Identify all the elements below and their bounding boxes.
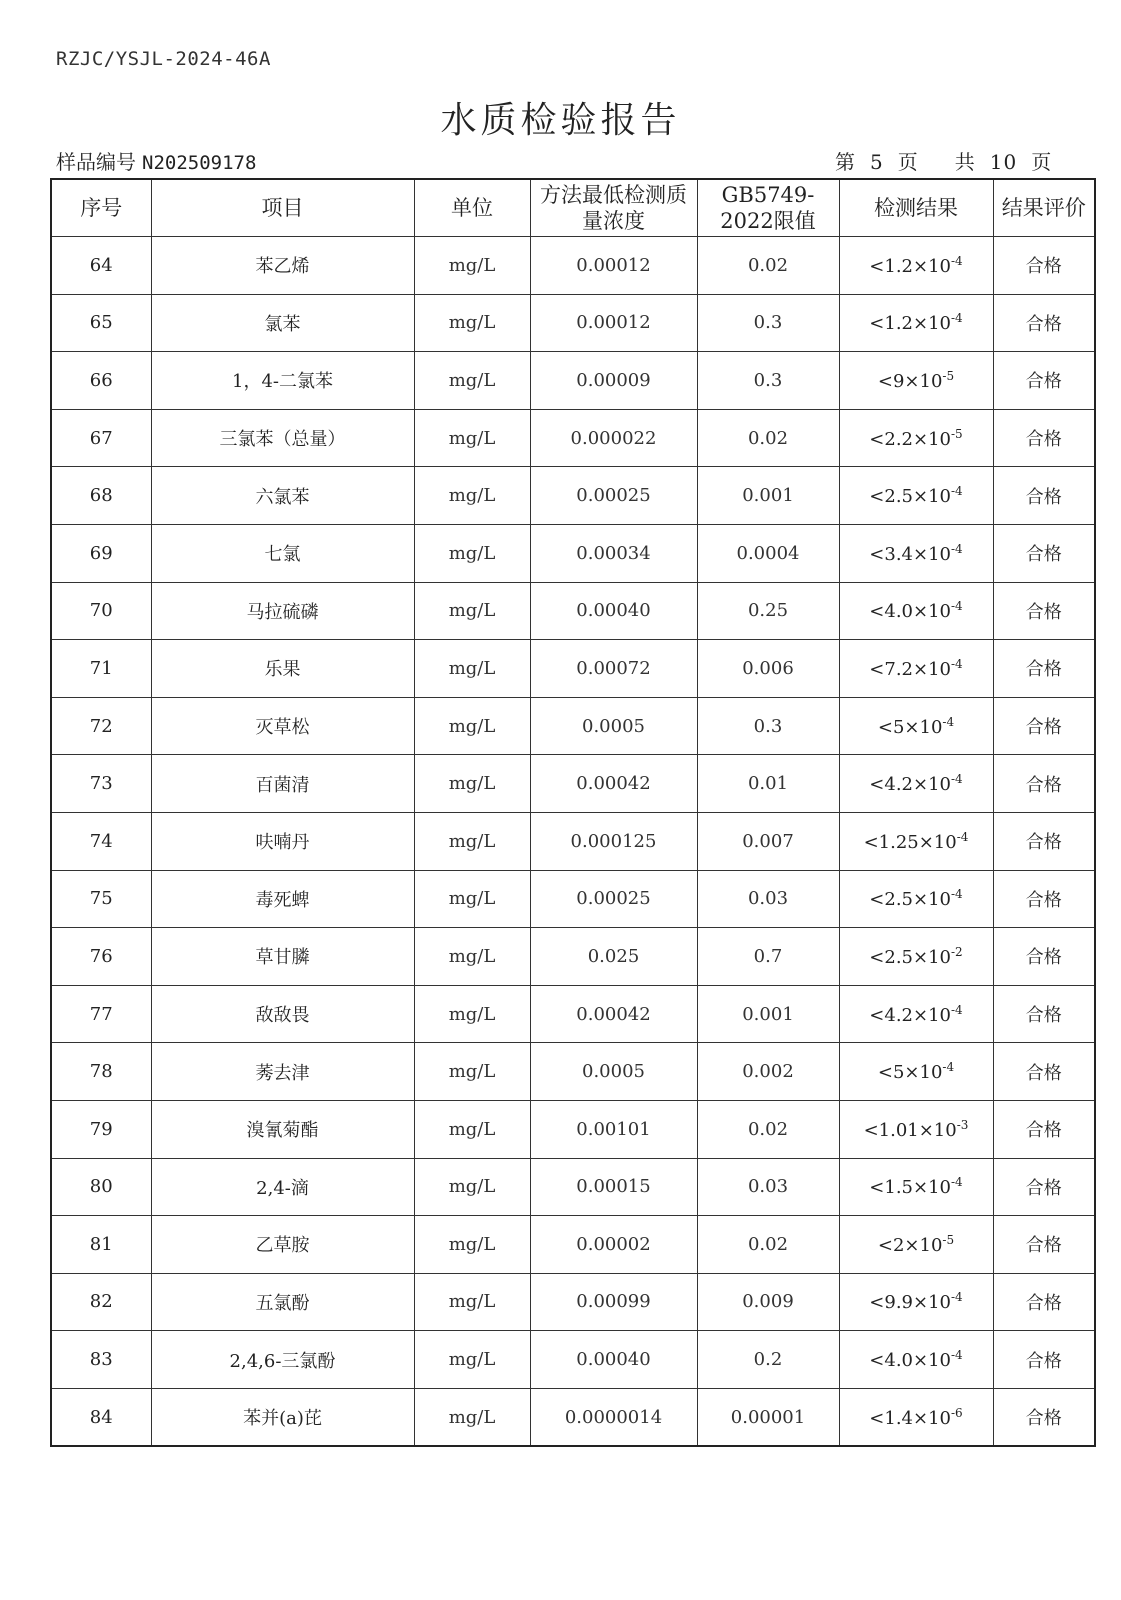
unit-cell: mg/L [414,640,530,698]
item-name: 乙草胺 [151,1216,414,1274]
table-row [51,870,1095,928]
detection-limit-cell: 0.00099 [530,1273,697,1331]
detection-limit-cell: 0.025 [530,928,697,986]
standard-limit-cell: 0.001 [697,985,839,1043]
unit-cell: mg/L [414,1158,530,1216]
result-base: <2.5×10 [869,889,951,911]
unit-cell: mg/L [414,582,530,640]
standard-limit-cell: 0.00001 [697,1388,839,1446]
table-row [51,985,1095,1043]
unit-cell: mg/L [414,697,530,755]
table-row [51,755,1095,813]
result-exponent: -4 [942,714,955,729]
test-result-cell [839,524,993,582]
unit-cell: mg/L [414,1273,530,1331]
column-header: 结果评价 [993,179,1095,237]
evaluation-cell: 合格 [993,640,1095,698]
detection-limit-cell: 0.00009 [530,352,697,410]
evaluation-cell: 合格 [993,237,1095,295]
column-header: 方法最低检测质量浓度 [530,179,697,237]
row-number: 65 [51,294,151,352]
result-exponent: -4 [951,541,963,556]
test-result-cell [839,640,993,698]
table-row [51,1043,1095,1101]
standard-limit-cell: 0.001 [697,467,839,525]
test-result-cell [839,1100,993,1158]
unit-cell: mg/L [414,985,530,1043]
table-row [51,294,1095,352]
row-number: 68 [51,467,151,525]
page-total: 10 [989,150,1018,174]
standard-limit-cell: 0.02 [697,409,839,467]
detection-limit-cell: 0.0000014 [530,1388,697,1446]
unit-cell: mg/L [414,352,530,410]
evaluation-cell: 合格 [993,467,1095,525]
item-name: 氯苯 [151,294,414,352]
result-base: <1.5×10 [869,1177,951,1199]
test-result-cell [839,294,993,352]
evaluation-cell: 合格 [993,1388,1095,1446]
sample-number-value: N202509178 [142,152,257,174]
table-row [51,1100,1095,1158]
table-body [51,237,1095,1447]
item-name: 五氯酚 [151,1273,414,1331]
result-base: <1.2×10 [869,255,951,277]
result-exponent: -4 [951,1002,963,1017]
detection-limit-cell: 0.0005 [530,697,697,755]
result-base: <2.2×10 [869,428,951,450]
table-row [51,640,1095,698]
column-header: 单位 [414,179,530,237]
table-row [51,467,1095,525]
unit-cell: mg/L [414,409,530,467]
row-number: 72 [51,697,151,755]
item-name: 百菌清 [151,755,414,813]
row-number: 69 [51,524,151,582]
row-number: 77 [51,985,151,1043]
standard-limit-cell: 0.01 [697,755,839,813]
table-row [51,409,1095,467]
evaluation-cell: 合格 [993,582,1095,640]
evaluation-cell: 合格 [993,1158,1095,1216]
result-exponent: -5 [951,426,963,441]
standard-limit-cell: 0.006 [697,640,839,698]
unit-cell: mg/L [414,1100,530,1158]
evaluation-cell: 合格 [993,1273,1095,1331]
result-exponent: -4 [951,253,963,268]
table-row [51,1158,1095,1216]
table-header-row [51,179,1095,237]
row-number: 83 [51,1331,151,1389]
item-name: 呋喃丹 [151,812,414,870]
item-name: 溴氰菊酯 [151,1100,414,1158]
detection-limit-cell: 0.0005 [530,1043,697,1101]
unit-cell: mg/L [414,755,530,813]
table-row [51,582,1095,640]
item-name: 苯乙烯 [151,237,414,295]
test-result-cell [839,1273,993,1331]
row-number: 71 [51,640,151,698]
test-result-cell [839,467,993,525]
row-number: 67 [51,409,151,467]
table-row [51,352,1095,410]
test-result-cell [839,1216,993,1274]
detection-limit-cell: 0.00042 [530,985,697,1043]
unit-cell: mg/L [414,1216,530,1274]
row-number: 70 [51,582,151,640]
sample-number-label: 样品编号 [56,150,136,174]
result-base: <1.01×10 [863,1119,957,1141]
standard-limit-cell: 0.03 [697,870,839,928]
detection-limit-cell: 0.00025 [530,870,697,928]
item-name: 草甘膦 [151,928,414,986]
item-name: 灭草松 [151,697,414,755]
table-row [51,1216,1095,1274]
unit-cell: mg/L [414,1388,530,1446]
result-exponent: -2 [951,944,963,959]
result-base: <3.4×10 [869,543,951,565]
column-header: 检测结果 [839,179,993,237]
unit-cell: mg/L [414,294,530,352]
result-exponent: -4 [951,772,963,787]
result-exponent: -4 [951,656,963,671]
row-number: 80 [51,1158,151,1216]
row-number: 74 [51,812,151,870]
evaluation-cell: 合格 [993,870,1095,928]
detection-limit-cell: 0.00002 [530,1216,697,1274]
standard-limit-cell: 0.7 [697,928,839,986]
item-name: 莠去津 [151,1043,414,1101]
result-base: <1.25×10 [863,831,957,853]
standard-limit-cell: 0.0004 [697,524,839,582]
test-result-cell [839,697,993,755]
result-exponent: -4 [956,829,969,844]
result-exponent: -4 [942,1060,955,1075]
test-result-cell [839,1043,993,1101]
column-header: GB5749-2022限值 [697,179,839,237]
result-base: <4.2×10 [869,774,951,796]
detection-limit-cell: 0.000125 [530,812,697,870]
unit-cell: mg/L [414,524,530,582]
result-base: <5×10 [877,716,943,738]
table-row [51,1388,1095,1446]
evaluation-cell: 合格 [993,697,1095,755]
standard-limit-cell: 0.009 [697,1273,839,1331]
test-result-cell [839,582,993,640]
standard-limit-cell: 0.02 [697,237,839,295]
detection-limit-cell: 0.00034 [530,524,697,582]
item-name: 三氯苯（总量） [151,409,414,467]
result-base: <1.4×10 [869,1407,951,1429]
evaluation-cell: 合格 [993,1331,1095,1389]
page-word-ye: 页 [897,150,919,174]
result-base: <9.9×10 [869,1292,951,1314]
unit-cell: mg/L [414,1331,530,1389]
unit-cell: mg/L [414,870,530,928]
evaluation-cell: 合格 [993,1043,1095,1101]
result-base: <7.2×10 [869,658,951,680]
row-number: 64 [51,237,151,295]
standard-limit-cell: 0.007 [697,812,839,870]
evaluation-cell: 合格 [993,524,1095,582]
item-name: 毒死蜱 [151,870,414,928]
evaluation-cell: 合格 [993,812,1095,870]
unit-cell: mg/L [414,1043,530,1101]
item-name: 六氯苯 [151,467,414,525]
table-row [51,1331,1095,1389]
result-exponent: -5 [942,368,955,383]
test-result-cell [839,755,993,813]
result-exponent: -4 [951,887,963,902]
test-result-cell [839,870,993,928]
standard-limit-cell: 0.2 [697,1331,839,1389]
results-table [50,178,1096,1447]
page-word-di: 第 [835,150,856,174]
evaluation-cell: 合格 [993,352,1095,410]
table-row [51,524,1095,582]
result-exponent: -5 [942,1232,955,1247]
row-number: 82 [51,1273,151,1331]
report-title: 水质检验报告 [440,100,681,141]
row-number: 78 [51,1043,151,1101]
row-number: 79 [51,1100,151,1158]
test-result-cell [839,409,993,467]
document-code: RZJC/YSJL-2024-46A [56,48,271,70]
page-indicator [835,146,1066,175]
result-exponent: -4 [951,1348,963,1363]
result-base: <4.0×10 [869,1350,951,1372]
standard-limit-cell: 0.3 [697,352,839,410]
result-base: <2.5×10 [869,486,951,508]
standard-limit-cell: 0.03 [697,1158,839,1216]
standard-limit-cell: 0.3 [697,294,839,352]
column-header: 序号 [51,179,151,237]
row-number: 84 [51,1388,151,1446]
test-result-cell [839,1158,993,1216]
table-row [51,928,1095,986]
evaluation-cell: 合格 [993,985,1095,1043]
result-base: <5×10 [877,1062,943,1084]
test-result-cell [839,985,993,1043]
item-name: 马拉硫磷 [151,582,414,640]
column-header: 项目 [151,179,414,237]
row-number: 66 [51,352,151,410]
result-exponent: -3 [956,1117,969,1132]
row-number: 73 [51,755,151,813]
result-exponent: -6 [951,1405,963,1420]
result-base: <9×10 [877,370,943,392]
item-name: 苯并(a)芘 [151,1388,414,1446]
unit-cell: mg/L [414,928,530,986]
item-name: 1，4-二氯苯 [151,352,414,410]
standard-limit-cell: 0.002 [697,1043,839,1101]
detection-limit-cell: 0.00072 [530,640,697,698]
detection-limit-cell: 0.00040 [530,582,697,640]
evaluation-cell: 合格 [993,928,1095,986]
detection-limit-cell: 0.00025 [530,467,697,525]
result-base: <1.2×10 [869,313,951,335]
result-base: <2×10 [877,1234,943,1256]
row-number: 76 [51,928,151,986]
table-row [51,1273,1095,1331]
result-base: <2.5×10 [869,946,951,968]
item-name: 七氯 [151,524,414,582]
evaluation-cell: 合格 [993,755,1095,813]
detection-limit-cell: 0.00042 [530,755,697,813]
result-base: <4.0×10 [869,601,951,623]
standard-limit-cell: 0.02 [697,1216,839,1274]
standard-limit-cell: 0.02 [697,1100,839,1158]
unit-cell: mg/L [414,812,530,870]
result-exponent: -4 [951,484,963,499]
result-exponent: -4 [951,599,963,614]
detection-limit-cell: 0.00040 [530,1331,697,1389]
item-name: 敌敌畏 [151,985,414,1043]
item-name: 2,4,6-三氯酚 [151,1331,414,1389]
page-word-gong: 共 [954,150,976,174]
unit-cell: mg/L [414,237,530,295]
result-exponent: -4 [951,1175,963,1190]
row-number: 81 [51,1216,151,1274]
detection-limit-cell: 0.000022 [530,409,697,467]
unit-cell: mg/L [414,467,530,525]
table-row [51,237,1095,295]
evaluation-cell: 合格 [993,1216,1095,1274]
item-name: 2,4-滴 [151,1158,414,1216]
table-row [51,697,1095,755]
evaluation-cell: 合格 [993,409,1095,467]
page-word-ye-2: 页 [1031,150,1053,174]
test-result-cell [839,237,993,295]
evaluation-cell: 合格 [993,1100,1095,1158]
detection-limit-cell: 0.00012 [530,237,697,295]
item-name: 乐果 [151,640,414,698]
result-exponent: -4 [951,1290,963,1305]
sample-number-line [56,146,256,175]
detection-limit-cell: 0.00012 [530,294,697,352]
detection-limit-cell: 0.00101 [530,1100,697,1158]
test-result-cell [839,812,993,870]
standard-limit-cell: 0.3 [697,697,839,755]
test-result-cell [839,352,993,410]
table-row [51,812,1095,870]
result-exponent: -4 [951,311,963,326]
test-result-cell [839,928,993,986]
standard-limit-cell: 0.25 [697,582,839,640]
row-number: 75 [51,870,151,928]
result-base: <4.2×10 [869,1004,951,1026]
test-result-cell [839,1331,993,1389]
evaluation-cell: 合格 [993,294,1095,352]
test-result-cell [839,1388,993,1446]
page-current: 5 [870,150,884,174]
detection-limit-cell: 0.00015 [530,1158,697,1216]
